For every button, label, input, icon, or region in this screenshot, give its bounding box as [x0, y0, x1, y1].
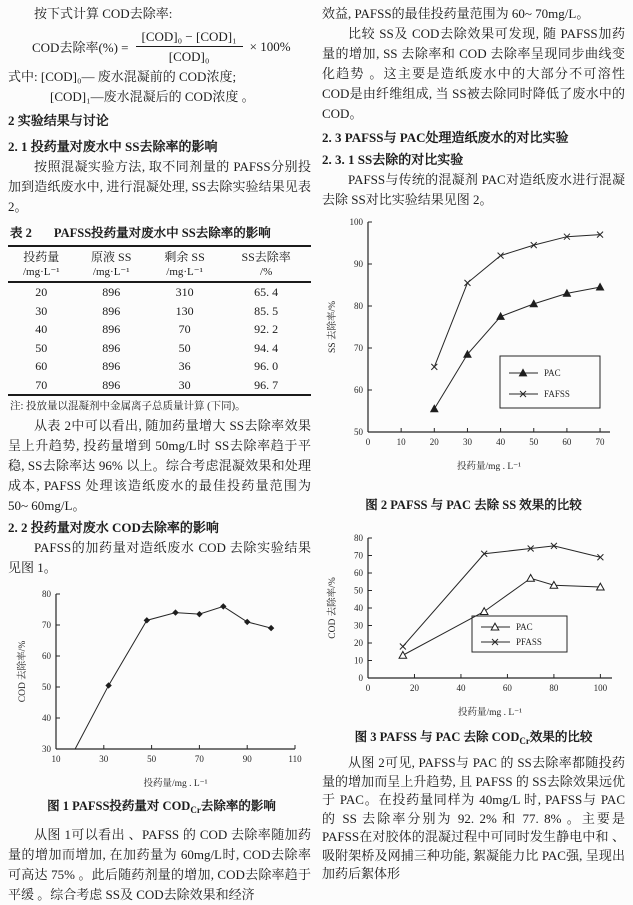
figure-1-caption: 图 1 PAFSS投药量对 $COD_{Cr}$去除率的影响	[47, 799, 276, 815]
table-body	[8, 282, 311, 395]
svg-text:110: 110	[288, 754, 302, 764]
column-header: 剩余 SS /mg·L⁻¹	[148, 246, 221, 282]
section-2-2-heading: 2. 2 投药量对废水 COD去除率的影响	[8, 520, 219, 535]
para-continuation: 效益, PAFSS的最佳投药量范围为 60~ 70mg/L。	[322, 6, 590, 21]
formula-rhs: × 100%	[249, 38, 291, 54]
svg-text:0: 0	[365, 437, 371, 447]
svg-text:投药量/mg . L⁻¹: 投药量/mg . L⁻¹	[456, 462, 522, 472]
svg-text:40: 40	[496, 437, 506, 447]
svg-text:30: 30	[354, 620, 363, 631]
table2-title-text: PAFSS投药量对废水中 SS去除率的影响	[53, 226, 271, 240]
svg-text:60: 60	[354, 568, 363, 578]
svg-text:80: 80	[42, 589, 51, 599]
svg-text:PFASS: PFASS	[516, 637, 542, 647]
svg-text:80: 80	[354, 533, 363, 543]
table2-label: 表 2	[10, 226, 32, 240]
cod-removal-formula	[8, 28, 311, 65]
svg-text:10: 10	[396, 437, 406, 447]
figure-1	[12, 586, 311, 819]
svg-text:100: 100	[349, 217, 363, 227]
svg-text:100: 100	[593, 683, 608, 693]
column-header: SS去除率 /%	[221, 246, 311, 282]
svg-text:90: 90	[242, 754, 252, 764]
svg-text:70: 70	[42, 620, 51, 630]
svg-text:30: 30	[462, 437, 472, 447]
svg-text:50: 50	[147, 754, 157, 764]
figure-1-chart	[12, 586, 307, 791]
svg-text:20: 20	[409, 683, 419, 693]
svg-text:60: 60	[562, 437, 572, 447]
svg-text:50: 50	[42, 682, 51, 692]
svg-text:投药量/mg . L⁻¹: 投药量/mg . L⁻¹	[143, 779, 208, 789]
svg-text:PAC: PAC	[544, 368, 561, 378]
svg-text:80: 80	[354, 301, 363, 311]
svg-text:50: 50	[529, 437, 539, 447]
svg-text:70: 70	[354, 343, 363, 353]
para-ss-experiment: 按照混凝实验方法, 取不同剂量的 PAFSS分别投加到造纸废水中, 进行混凝处理, SS去除实验结果见表 2。	[8, 159, 311, 214]
svg-text:70: 70	[194, 754, 204, 764]
column-header: 原液 SS /mg·L⁻¹	[75, 246, 148, 282]
formula-where-line1: 式中: [COD]₀— 废水混凝前的 COD浓度;	[8, 69, 237, 84]
figure-2-caption: 图 2 PAFSS 与 PAC 去除 SS 效果的比较	[365, 498, 582, 512]
svg-text:COD 去除率/%: COD 去除率/%	[328, 577, 338, 639]
column-header: 投药量 /mg·L⁻¹	[8, 246, 75, 282]
svg-text:70: 70	[595, 437, 605, 447]
ss-removal-table	[8, 245, 311, 396]
section-2-heading: 2 实验结果与讨论	[8, 113, 109, 128]
figure-2-chart	[322, 216, 622, 474]
figure-2	[322, 216, 625, 514]
svg-text:80: 80	[549, 683, 559, 693]
para-pac-compare-intro: PAFSS与传统的混凝剂 PAC对造纸废水进行混凝去除 SS对比实验结果见图 2。	[322, 172, 625, 207]
formula-lhs: COD去除率(%) =	[32, 40, 129, 55]
table-row: 30 896 130 85. 5	[35, 303, 279, 318]
svg-text:30: 30	[99, 754, 109, 764]
para-fig2-analysis: 从图 2可见, PAFSS与 PAC 的 SS去除率都随投药量的增加而呈上升趋势, 且 PAFSS 的 SS去除效果远优于 PAC。在投药量同样为 40mg/L 时, PAFSS与 PAC 的 SS 去除率分别为 92. 2% 和 77. 8% 。主要是 PAFSS在对胶体的混凝过程中可同时发生静电中和 、吸附架桥及网捕三种功能, 絮凝能力比 PAC强, 呈现出加药后絮体形	[322, 755, 625, 881]
figure-3	[322, 530, 625, 750]
svg-text:90: 90	[354, 259, 363, 269]
svg-text:60: 60	[42, 651, 51, 661]
table2-title	[10, 223, 311, 241]
svg-text:投药量/mg . L⁻¹: 投药量/mg . L⁻¹	[457, 708, 523, 718]
svg-text:10: 10	[354, 655, 363, 666]
table-row: 70 896 30 96. 7	[35, 377, 279, 392]
svg-text:40: 40	[42, 713, 51, 723]
section-2-3-heading: 2. 3 PAFSS与 PAC处理造纸废水的对比实验	[322, 130, 569, 145]
para-cod-experiment: PAFSS的加药量对造纸废水 COD 去除实验结果见图 1。	[8, 540, 311, 575]
para-table-analysis: 从表 2中可以看出, 随加药量增大 SS去除率效果呈上升趋势, 投药量增到 50mg/L时 SS去除率趋于平稳, SS去除率达 96% 以上。综合考虑混凝效果和处理成本, PAFSS 处理该造纸废水的最佳投药量范围为 50~ 60mg/L。	[8, 418, 311, 513]
svg-text:SS 去除率/%: SS 去除率/%	[328, 301, 338, 353]
svg-text:50: 50	[354, 427, 363, 437]
svg-text:0: 0	[365, 683, 371, 693]
svg-text:10: 10	[51, 754, 61, 764]
table-row: 20 896 310 65. 4	[35, 285, 279, 299]
svg-text:0: 0	[358, 673, 363, 683]
svg-text:40: 40	[354, 603, 363, 613]
table-row: 40 896 70 92. 2	[35, 322, 279, 336]
svg-text:FAFSS: FAFSS	[544, 389, 570, 399]
para-fig1-analysis: 从图 1可以看出 、PAFSS 的 COD 去除率随加药量的增加而增加, 在加药量为 60mg/L时, COD去除率可高达 75% 。此后随药剂量的增加, COD去除率趋于平缓 。综合考虑 SS及 COD去除效果和经济	[8, 827, 311, 902]
svg-text:20: 20	[354, 638, 363, 648]
formula-fraction	[136, 28, 243, 65]
table-row: 50 896 50 94. 4	[35, 340, 279, 355]
section-2-3-1-heading: 2. 3. 1 SS去除的对比实验	[322, 152, 464, 167]
formula-where-line2: [COD]₁—废水混凝后的 COD浓度 。	[50, 89, 255, 104]
table-header-row	[8, 246, 311, 282]
svg-text:60: 60	[502, 683, 512, 693]
svg-text:40: 40	[456, 683, 466, 693]
svg-text:70: 70	[354, 550, 363, 561]
table2-note: 注: 投放量以混凝剂中金属离子总质量计算 (下同)。	[10, 401, 246, 412]
svg-text:50: 50	[354, 585, 363, 596]
section-2-1-heading: 2. 1 投药量对废水中 SS去除率的影响	[8, 139, 218, 154]
svg-text:COD 去除率/%: COD 去除率/%	[18, 640, 28, 703]
right-column	[322, 4, 625, 884]
table-row: 60 896 36 96. 0	[35, 359, 279, 373]
svg-text:PAC: PAC	[516, 622, 533, 632]
formula-denominator: [COD]₀	[168, 49, 210, 64]
para-ss-cod-compare: 比较 SS及 COD去除效果可发现, 随 PAFSS加药量的增加, SS 去除率和 COD 去除率呈现同步曲线变化趋势 。这主要是造纸废水中的大部分不可溶性 COD是由纤维组成, 当 SS被去除同时降低了废水中的 COD。	[322, 26, 625, 121]
svg-text:30: 30	[42, 744, 51, 754]
svg-text:60: 60	[354, 385, 363, 395]
left-column	[8, 4, 311, 905]
cod-formula-intro: 按下式计算 COD去除率:	[34, 6, 173, 21]
figure-3-chart	[322, 530, 622, 720]
svg-text:20: 20	[429, 437, 439, 447]
formula-numerator: [COD]₀ − [COD]₁	[136, 28, 243, 47]
figure-3-caption: 图 3 PAFSS 与 PAC 去除 $COD_{Cr}$效果的比较	[354, 730, 593, 746]
